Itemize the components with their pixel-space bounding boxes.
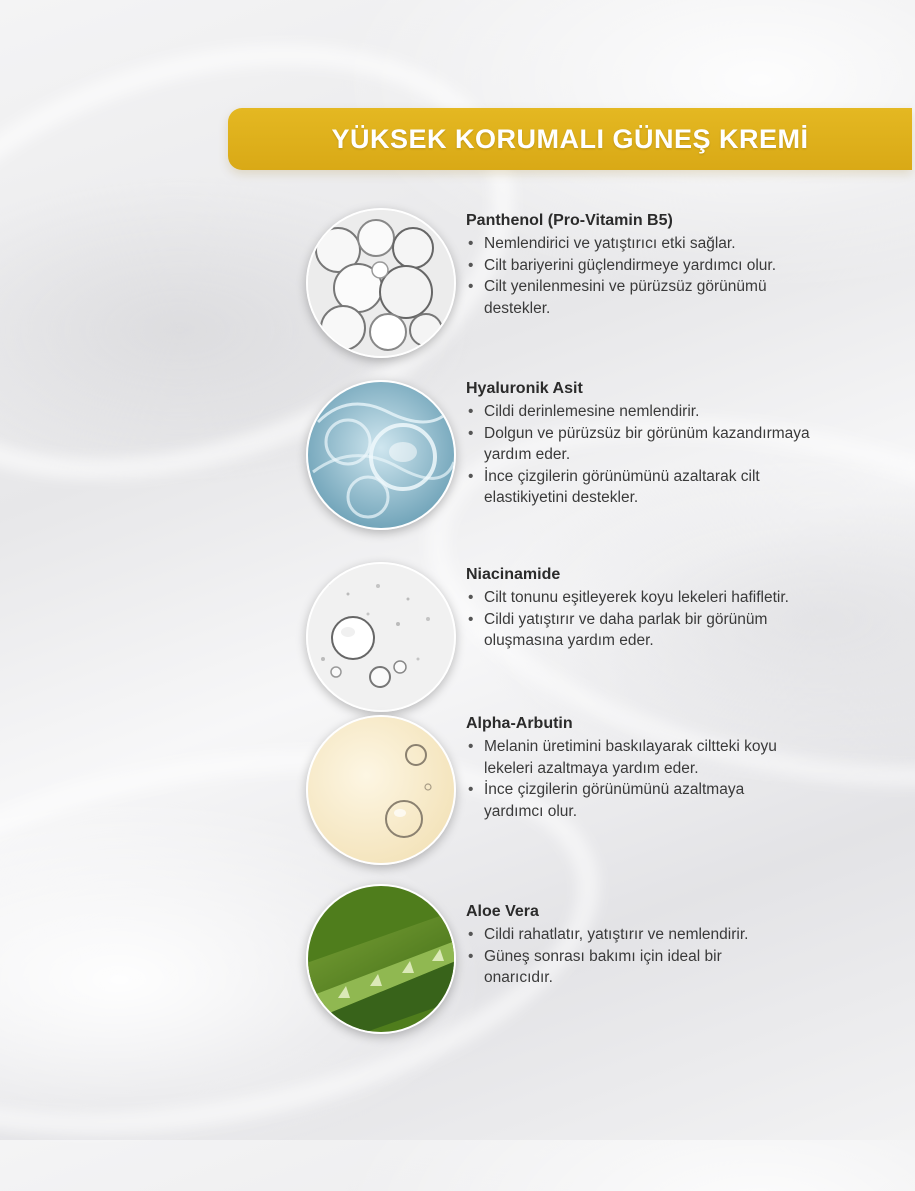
ingredient-benefits	[466, 401, 866, 509]
water-gel-blue-icon	[306, 380, 456, 530]
ingredient-name: Niacinamide	[466, 566, 561, 583]
ingredient-text	[466, 715, 866, 822]
benefit-item: • Nemlendirici ve yatıştırıcı etki sağlar.	[466, 233, 866, 255]
benefit-item: • Cilt bariyerini güçlendirmeye yardımcı olur.	[466, 255, 784, 277]
aloe-leaf-icon	[306, 884, 456, 1034]
benefit-item: • Cildi rahatlatır, yatıştırır ve nemlendirir.	[466, 924, 774, 946]
ingredient-benefits	[466, 587, 866, 652]
ingredient-name: Alpha-Arbutin	[466, 715, 573, 732]
benefit-item: • Dolgun ve pürüzsüz bir görünüm kazandırmaya yardım eder.	[466, 423, 824, 466]
benefit-item: • Cilt tonunu eşitleyerek koyu lekeleri hafifletir.	[466, 587, 834, 609]
title-banner	[228, 108, 912, 170]
ingredient-name: Panthenol (Pro-Vitamin B5)	[466, 212, 673, 229]
cream-serum-icon	[306, 715, 456, 865]
ingredient-text	[466, 566, 866, 652]
ingredient-name: Hyaluronik Asit	[466, 380, 583, 397]
ingredient-benefits	[466, 233, 866, 319]
banner-title: YÜKSEK KORUMALI GÜNEŞ KREMİ	[331, 123, 809, 154]
ingredient-text	[466, 212, 866, 319]
benefit-item: • Melanin üretimini baskılayarak ciltteki koyu lekeleri azaltmaya yardım eder.	[466, 736, 784, 779]
ingredient-name: Aloe Vera	[466, 903, 539, 920]
ingredient-benefits	[466, 924, 866, 989]
benefit-item: • Cilt yenilenmesini ve pürüzsüz görünümü destekler.	[466, 276, 784, 319]
benefit-item: • Cildi yatıştırır ve daha parlak bir görünüm oluşmasına yardım eder.	[466, 609, 844, 652]
ingredient-benefits	[466, 736, 866, 822]
clear-serum-bubbles-icon	[306, 562, 456, 712]
ingredient-text	[466, 380, 866, 509]
benefit-item: • Güneş sonrası bakımı için ideal bir onarıcıdır.	[466, 946, 754, 989]
bubbles-white-icon	[306, 208, 456, 358]
benefit-item: • İnce çizgilerin görünümünü azaltarak cilt elastikiyetini destekler.	[466, 466, 844, 509]
ingredient-text	[466, 903, 866, 989]
benefit-item: • İnce çizgilerin görünümünü azaltmaya yardımcı olur.	[466, 779, 784, 822]
benefit-item: • Cildi derinlemesine nemlendirir.	[466, 401, 866, 423]
